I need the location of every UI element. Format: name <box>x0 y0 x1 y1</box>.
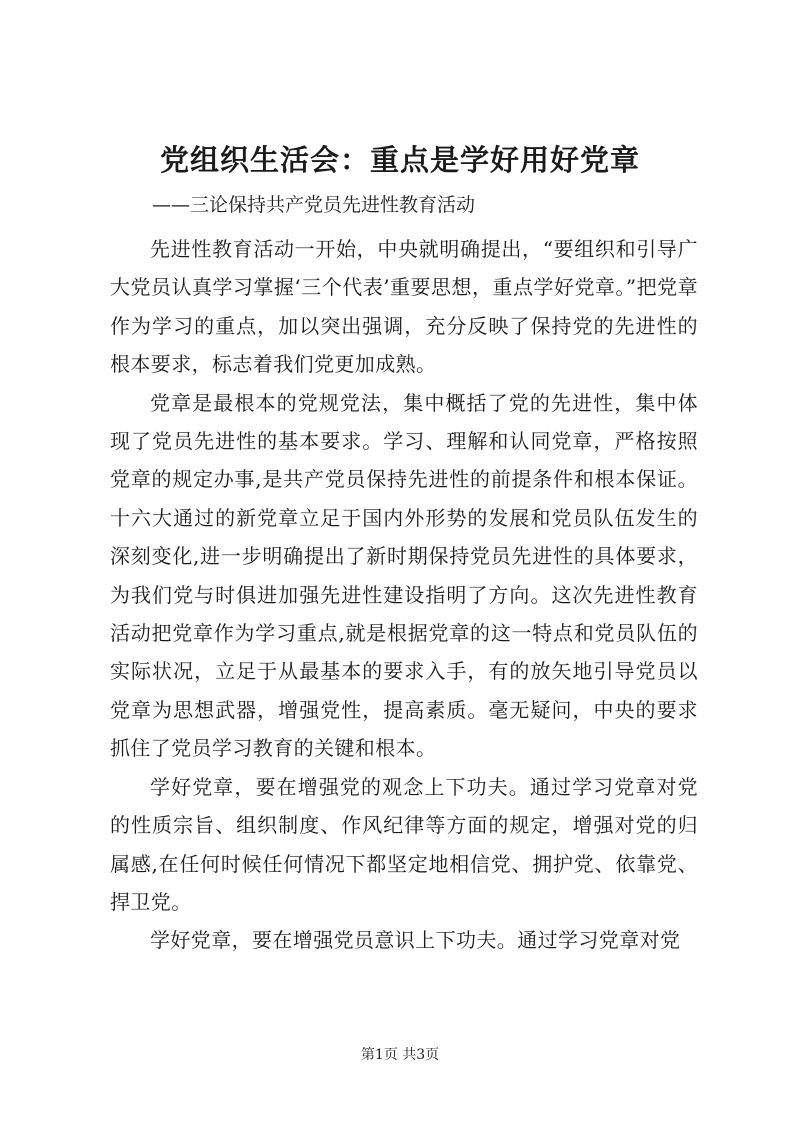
document-body <box>110 230 698 960</box>
paragraph-1: 先进性教育活动一开始，中央就明确提出，“要组织和引导广大党员认真学习掌握‘三个代表’重要思想，重点学好党章。”把党章作为学习的重点，加以突出强调，充分反映了保持党的先进性的根本要求，标志着我们党更加成熟。 <box>110 237 698 377</box>
document-subtitle: ——三论保持共产党员先进性教育活动 <box>152 194 476 216</box>
paragraph-2: 党章是最根本的党规党法，集中概括了党的先进性，集中体现了党员先进性的基本要求。学习、理解和认同党章，严格按照党章的规定办事,是共产党员保持先进性的前提条件和根本保证。十六大通过的新党章立足于国内外形势的发展和党员队伍发生的深刻变化,进一步明确提出了新时期保持党员先进性的具体要求，为我们党与时俱进加强先进性建设指明了方向。这次先进性教育活动把党章作为学习重点,就是根据党章的这一特点和党员队伍的实际状况，立足于从最基本的要求入手，有的放矢地引导党员以党章为思想武器，增强党性，提高素质。毫无疑问，中央的要求抓住了党员学习教育的关键和根本。 <box>110 390 698 761</box>
paragraph-4: 学好党章，要在增强党员意识上下功夫。通过学习党章对党 <box>150 928 681 953</box>
page-footer: 第1页 共3页 <box>360 1047 440 1063</box>
document-title: 党组织生活会：重点是学好用好党章 <box>159 143 640 177</box>
paragraph-3: 学好党章，要在增强党的观念上下功夫。通过学习党章对党的性质宗旨、组织制度、作风纪律等方面的规定，增强对党的归属感,在任何时候任何情况下都坚定地相信党、拥护党、依靠党、捍卫党。 <box>110 774 698 914</box>
